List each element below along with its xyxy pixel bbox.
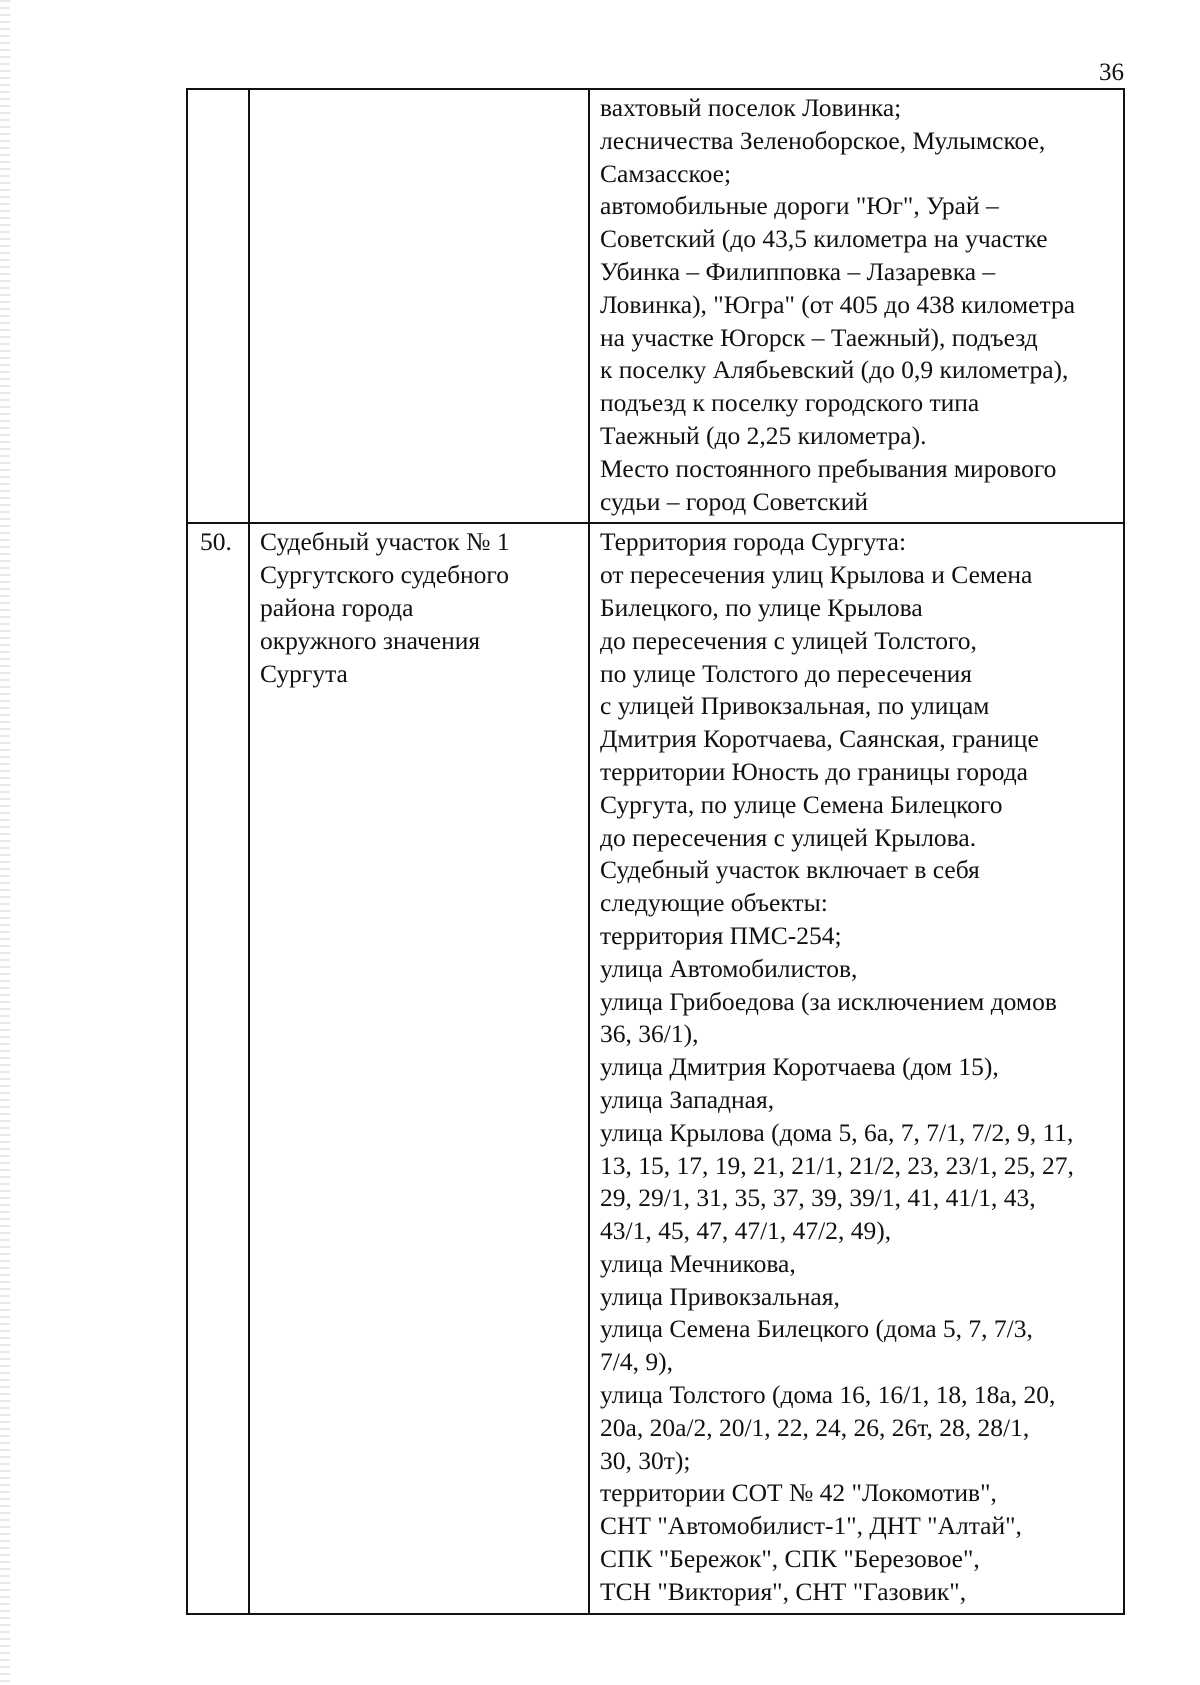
- text-line: Таежный (до 2,25 километра).: [600, 420, 927, 450]
- text-line: территории Юность до границы города: [600, 756, 1028, 786]
- page-number: 36: [1099, 59, 1124, 86]
- text-line: от пересечения улиц Крылова и Семена: [600, 560, 1033, 590]
- territory-description-cell: [589, 89, 1124, 523]
- scan-edge-artifact: [0, 0, 10, 1685]
- row-number-cell: 50.: [187, 523, 249, 1613]
- text-line: Сургута: [260, 658, 348, 688]
- text-line: следующие объекты:: [600, 888, 828, 918]
- text-line: 20а, 20а/2, 20/1, 22, 24, 26, 26т, 28, 28/1,: [600, 1412, 1030, 1442]
- text-line: улица Привокзальная,: [600, 1281, 840, 1311]
- text-line: 30, 30т);: [600, 1445, 691, 1475]
- text-line: окружного значения: [260, 625, 481, 655]
- text-line: на участке Югорск – Таежный), подъезд: [600, 322, 1038, 352]
- text-line: к поселку Алябьевский (до 0,9 километра),: [600, 355, 1069, 385]
- text-line: 29, 29/1, 31, 35, 37, 39, 39/1, 41, 41/1, 43,: [600, 1183, 1036, 1213]
- text-line: с улицей Привокзальная, по улицам: [600, 691, 990, 721]
- text-line: улица Крылова (дома 5, 6а, 7, 7/1, 7/2, 9, 11,: [600, 1117, 1074, 1147]
- text-line: улица Толстого (дома 16, 16/1, 18, 18а, 20,: [600, 1380, 1056, 1410]
- text-line: до пересечения с улицей Крылова.: [600, 822, 977, 852]
- text-line: Самзасское;: [600, 158, 732, 188]
- text-line: района города: [260, 592, 414, 622]
- text-line: ТСН "Виктория", СНТ "Газовик",: [600, 1576, 967, 1606]
- text-line: Судебный участок включает в себя: [600, 855, 980, 885]
- text-line: СНТ "Автомобилист-1", ДНТ "Алтай",: [600, 1511, 1022, 1541]
- text-line: территория ПМС-254;: [600, 920, 842, 950]
- text-line: Территория города Сургута:: [600, 527, 907, 557]
- text-line: автомобильные дороги "Юг", Урай –: [600, 191, 999, 221]
- text-line: Судебный участок № 1: [260, 527, 510, 557]
- text-line: 36, 36/1),: [600, 1019, 699, 1049]
- text-line: Ловинка), "Югра" (от 405 до 438 километра: [600, 289, 1076, 319]
- text-line: по улице Толстого до пересечения: [600, 658, 972, 688]
- district-name-cell: [249, 523, 589, 1613]
- text-line: лесничества Зеленоборское, Мулымское,: [600, 125, 1046, 155]
- district-name-cell: [249, 89, 589, 523]
- text-line: Сургутского судебного: [260, 560, 510, 590]
- territory-description-cell: [589, 523, 1124, 1613]
- table-row: [187, 523, 1124, 1613]
- text-line: улица Западная,: [600, 1084, 775, 1114]
- text-line: улица Автомобилистов,: [600, 953, 858, 983]
- row-number-cell: [187, 89, 249, 523]
- text-line: улица Дмитрия Коротчаева (дом 15),: [600, 1052, 999, 1082]
- text-line: территории СОТ № 42 "Локомотив",: [600, 1478, 997, 1508]
- text-line: 13, 15, 17, 19, 21, 21/1, 21/2, 23, 23/1, 25, 27,: [600, 1150, 1074, 1180]
- text-line: подъезд к поселку городского типа: [600, 388, 980, 418]
- text-line: Место постоянного пребывания мирового: [600, 453, 1057, 483]
- jurisdiction-table: [186, 88, 1125, 1615]
- text-line: Советский (до 43,5 километра на участке: [600, 224, 1048, 254]
- text-line: 7/4, 9),: [600, 1347, 673, 1377]
- text-line: Убинка – Филипповка – Лазаревка –: [600, 256, 996, 286]
- text-line: СПК "Бережок", СПК "Березовое",: [600, 1544, 980, 1574]
- text-line: Дмитрия Коротчаева, Саянская, границе: [600, 724, 1039, 754]
- text-line: 43/1, 45, 47, 47/1, 47/2, 49),: [600, 1216, 892, 1246]
- text-line: Билецкого, по улице Крылова: [600, 592, 923, 622]
- text-line: улица Семена Билецкого (дома 5, 7, 7/3,: [600, 1314, 1033, 1344]
- text-line: вахтовый поселок Ловинка;: [600, 93, 902, 122]
- text-line: улица Мечникова,: [600, 1248, 796, 1278]
- text-line: до пересечения с улицей Толстого,: [600, 625, 977, 655]
- text-line: улица Грибоедова (за исключением домов: [600, 986, 1057, 1016]
- table-row: [187, 89, 1124, 523]
- text-line: Сургута, по улице Семена Билецкого: [600, 789, 1003, 819]
- text-line: судьи – город Советский: [600, 486, 868, 516]
